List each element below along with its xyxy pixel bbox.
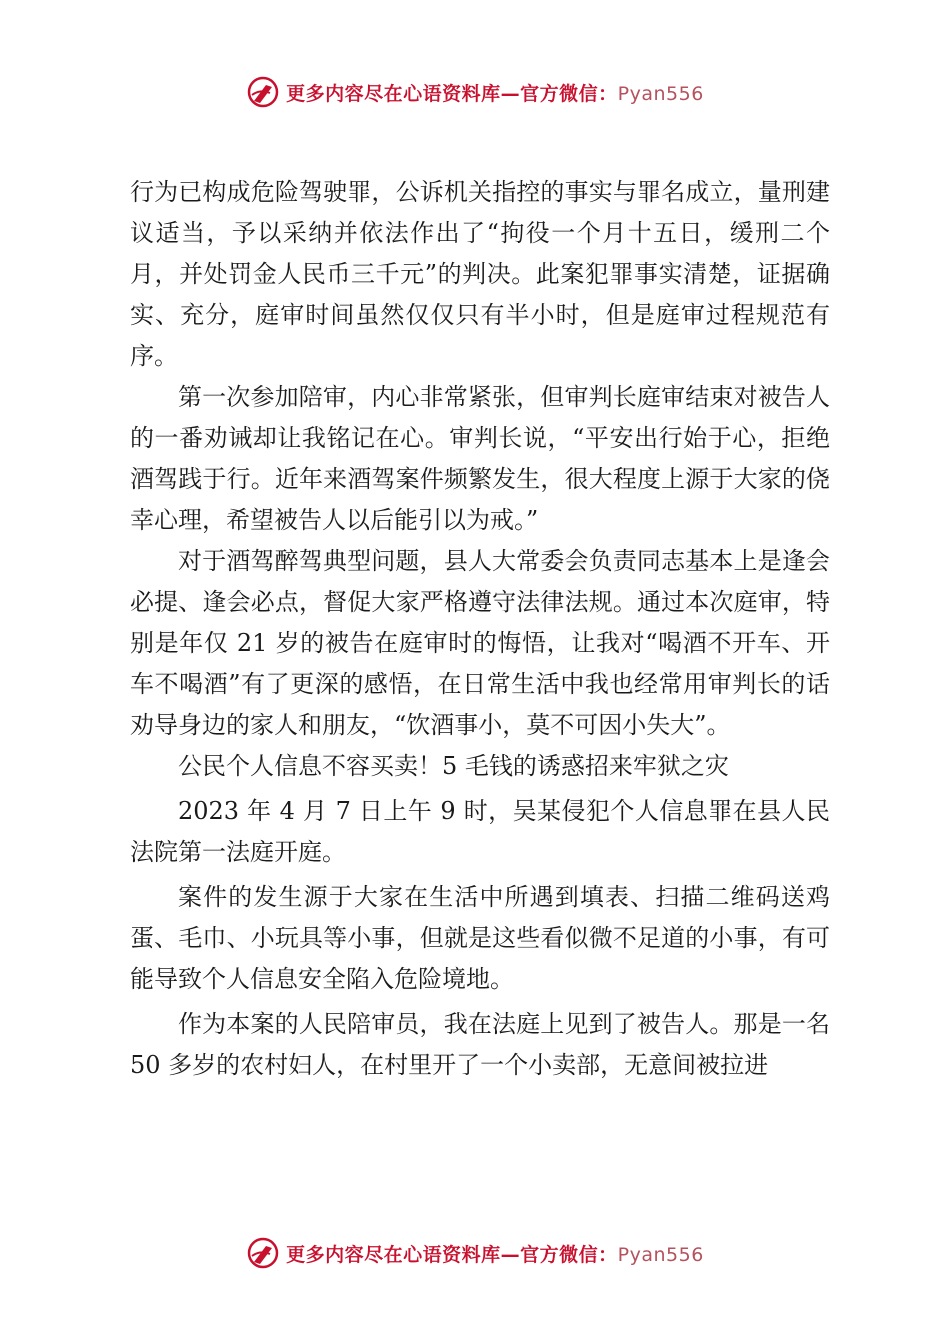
paragraph: 案件的发生源于大家在生活中所遇到填表、扫描二维码送鸡蛋、毛巾、小玩具等小事，但就是这些看似微不足道的小事，有可能导致个人信息安全陷入危险境地。 [130, 883, 830, 993]
footer-watermark [0, 1233, 950, 1273]
header-watermark [0, 72, 950, 112]
paragraph: 行为已构成危险驾驶罪，公诉机关指控的事实与罪名成立，量刑建议适当，予以采纳并依法作出了“拘役一个月十五日，缓刑二个月，并处罚金人民币三千元”的判决。此案犯罪事实清楚，证据确实、充分，庭审时间虽然仅仅只有半小时，但是庭审过程规范有序。 [130, 178, 830, 370]
paragraph: 作为本案的人民陪审员，我在法庭上见到了被告人。那是一名 50 多岁的农村妇人，在村里开了一个小卖部，无意间被拉进 [130, 1010, 830, 1079]
pen-nib-logo-icon [246, 75, 280, 109]
pen-nib-logo-icon [246, 1236, 280, 1270]
paragraph: 第一次参加陪审，内心非常紧张，但审判长庭审结束对被告人的一番劝诫却让我铭记在心。审判长说，“平安出行始于心，拒绝酒驾践于行。近年来酒驾案件频繁发生，很大程度上源于大家的侥幸心理，希望被告人以后能引以为戒。” [130, 383, 830, 534]
watermark-handle: Pyan556 [617, 82, 704, 105]
watermark-handle: Pyan556 [617, 1243, 704, 1266]
document-body [130, 172, 830, 1086]
paragraph: 对于酒驾醉驾典型问题，县人大常委会负责同志基本上是逢会必提、逢会必点，督促大家严格遵守法律法规。通过本次庭审，特别是年仅 21 岁的被告在庭审时的悔悟，让我对“喝酒不开车、开车不喝酒”有了更深的感悟，在日常生活中我也经常用审判长的话劝导身边的家人和朋友，“饮酒事小，莫不可因小失大”。 [130, 547, 830, 739]
paragraph: 2023 年 4 月 7 日上午 9 时，吴某侵犯个人信息罪在县人民法院第一法庭开庭。 [130, 797, 830, 866]
watermark-text: 更多内容尽在心语资料库—官方微信：Pyan556 [286, 82, 704, 105]
watermark-text: 更多内容尽在心语资料库—官方微信：Pyan556 [286, 1243, 704, 1266]
section-heading: 公民个人信息不容买卖！5 毛钱的诱惑招来牢狱之灾 [178, 752, 729, 780]
